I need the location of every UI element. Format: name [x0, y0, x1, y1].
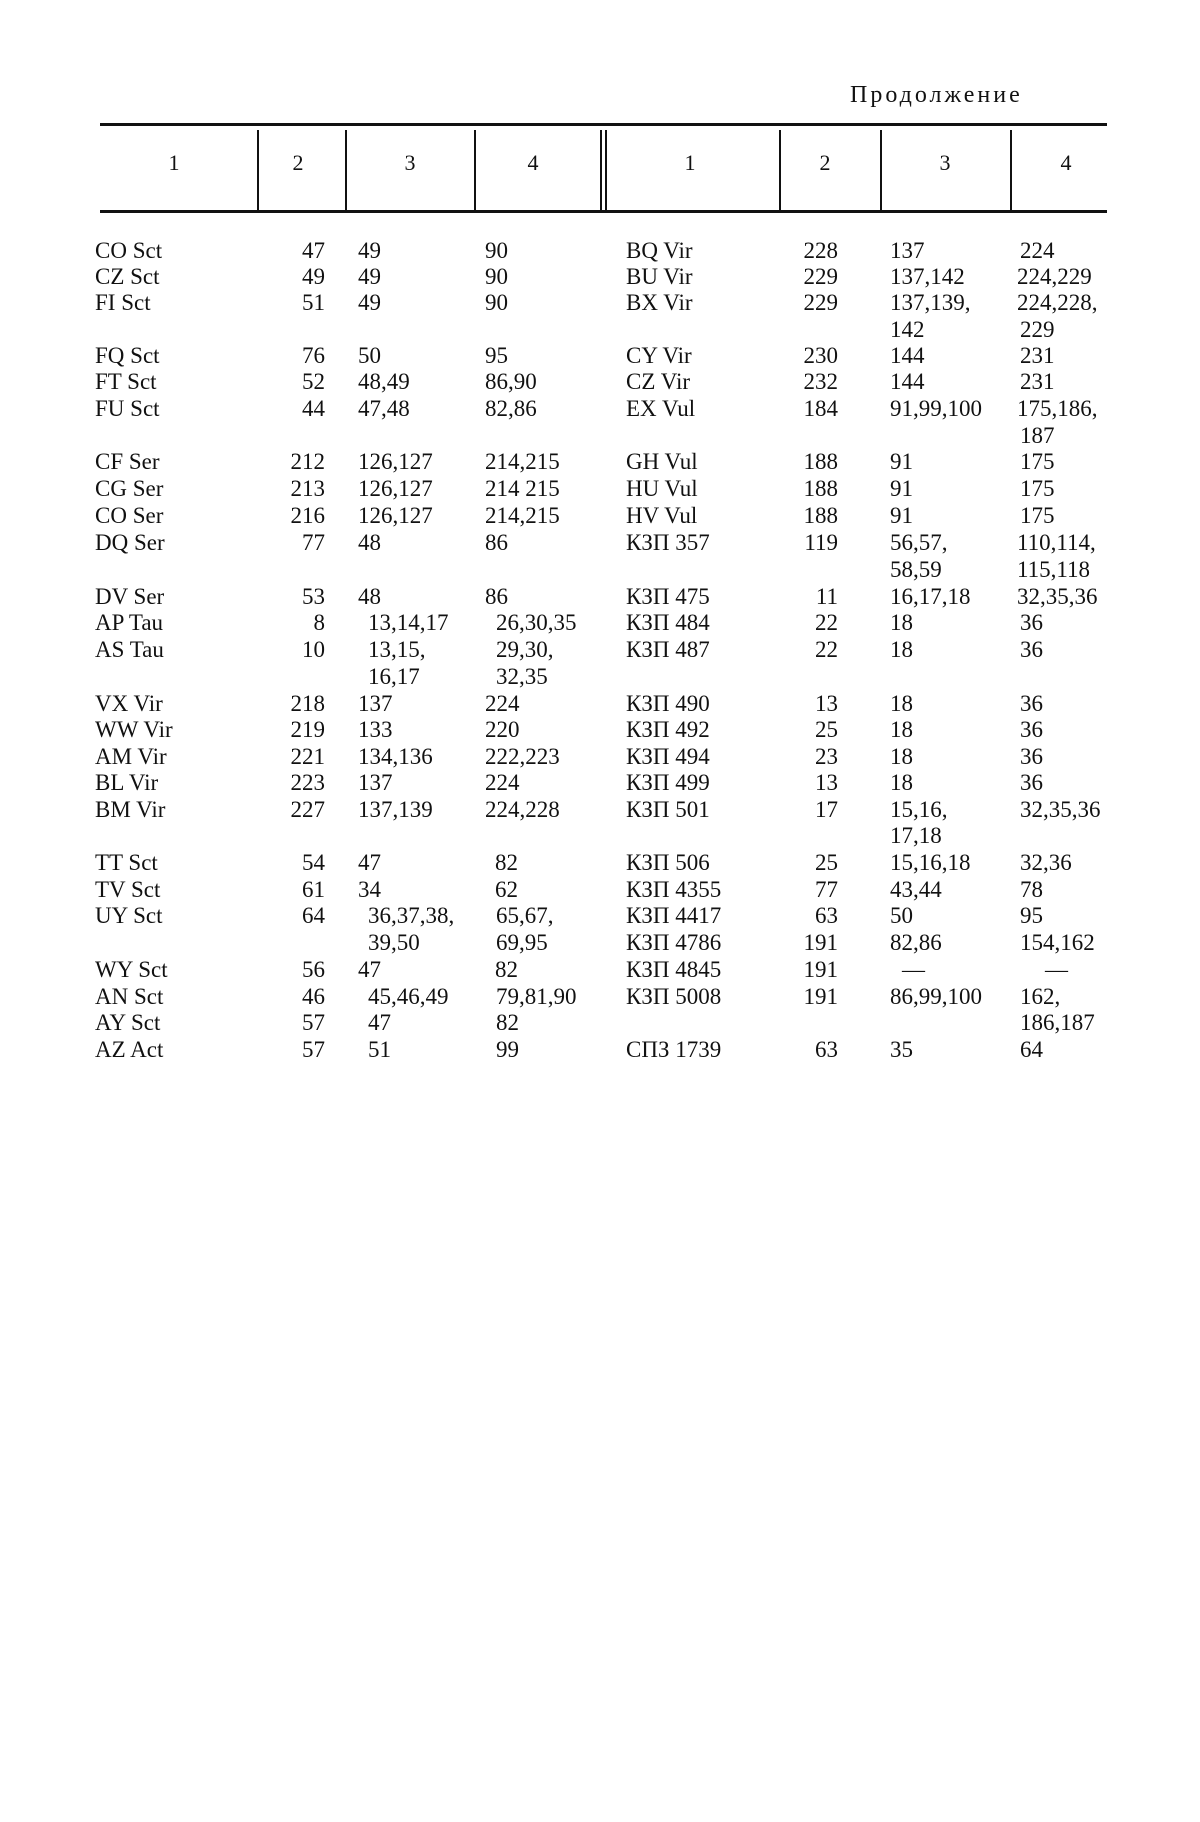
col-4-value: 175	[1020, 503, 1055, 528]
col-4-value: 32,35,36	[1020, 797, 1101, 822]
column-divider-double	[605, 130, 607, 210]
col-3-value: 47	[358, 850, 381, 875]
col-3-value: 18	[890, 744, 913, 769]
star-name: CY Vir	[626, 343, 692, 368]
col-3-value: 91	[890, 503, 913, 528]
col-4-value: 90	[485, 264, 508, 289]
col-2-value: 184	[803, 396, 838, 421]
col-4-value: 224,228	[485, 797, 560, 822]
col-2-value: 57	[302, 1037, 325, 1062]
col-4-value: —	[1045, 957, 1068, 982]
col-2-value: 230	[803, 343, 838, 368]
column-divider	[880, 130, 882, 210]
star-name: КЗП 506	[626, 850, 710, 875]
col-3-value: 17,18	[890, 823, 942, 848]
star-name: КЗП 501	[626, 797, 710, 822]
col-4-value: 36	[1020, 610, 1043, 635]
col-3-value: 50	[890, 903, 913, 928]
col-3-value: 133	[358, 717, 393, 742]
col-3-value: 137,139	[358, 797, 433, 822]
col-4-value: 82	[495, 850, 518, 875]
col-3-value: 18	[890, 770, 913, 795]
col-3-value: 49	[358, 264, 381, 289]
col-4-value: 36	[1020, 691, 1043, 716]
col-2-value: 227	[290, 797, 325, 822]
star-name: CG Ser	[95, 476, 164, 501]
column-divider	[779, 130, 781, 210]
star-name: CZ Sct	[95, 264, 160, 289]
header-col-1-left: 1	[168, 150, 180, 175]
col-4-value: 224	[485, 770, 520, 795]
col-2-value: 191	[803, 930, 838, 955]
col-2-value: 13	[815, 770, 838, 795]
col-4-value: 32,35,36	[1017, 584, 1098, 609]
col-3-value: 91,99,100	[890, 396, 982, 421]
col-4-value: 26,30,35	[496, 610, 577, 635]
col-2-value: 63	[815, 903, 838, 928]
column-divider	[474, 130, 476, 210]
star-name: TV Sct	[95, 877, 161, 902]
col-4-value: 229	[1020, 317, 1055, 342]
star-name: AZ Act	[95, 1037, 164, 1062]
col-4-value: 29,30,	[496, 637, 554, 662]
star-name: КЗП 499	[626, 770, 710, 795]
column-divider-double	[600, 130, 602, 210]
star-name: AS Tau	[95, 637, 164, 662]
col-3-value: 82,86	[890, 930, 942, 955]
col-4-value: 214,215	[485, 503, 560, 528]
col-3-value: 51	[368, 1037, 391, 1062]
star-name: КЗП 487	[626, 637, 710, 662]
col-4-value: 224,228,	[1017, 290, 1098, 315]
col-2-value: 76	[302, 343, 325, 368]
col-3-value: 18	[890, 691, 913, 716]
star-name: AN Sct	[95, 984, 164, 1009]
col-2-value: 23	[815, 744, 838, 769]
header-col-3-left: 3	[404, 150, 416, 175]
col-2-value: 25	[815, 850, 838, 875]
col-3-value: 16,17	[368, 664, 420, 689]
col-3-value: 13,15,	[368, 637, 426, 662]
col-2-value: 213	[290, 476, 325, 501]
star-name: CZ Vir	[626, 369, 691, 394]
col-4-value: 82	[495, 957, 518, 982]
col-2-value: 228	[803, 238, 838, 263]
header-col-4-left: 4	[527, 150, 539, 175]
star-name: WY Sct	[95, 957, 168, 982]
header-col-1-right: 1	[684, 150, 696, 175]
col-3-value: 47	[368, 1010, 391, 1035]
col-2-value: 63	[815, 1037, 838, 1062]
col-3-value: 34	[358, 877, 381, 902]
col-3-value: 91	[890, 449, 913, 474]
col-4-value: 62	[495, 877, 518, 902]
col-4-value: 110,114,	[1017, 530, 1096, 555]
col-3-value: 142	[890, 317, 925, 342]
col-3-value: 43,44	[890, 877, 942, 902]
col-2-value: 11	[815, 584, 838, 609]
col-2-value: 229	[803, 264, 838, 289]
star-name: DV Ser	[95, 584, 165, 609]
col-2-value: 56	[302, 957, 325, 982]
col-4-value: 79,81,90	[496, 984, 577, 1009]
col-3-value: 137,142	[890, 264, 965, 289]
col-4-value: 231	[1020, 343, 1055, 368]
col-4-value: 231	[1020, 369, 1055, 394]
col-4-value: 95	[1020, 903, 1043, 928]
col-2-value: 232	[803, 369, 838, 394]
col-2-value: 53	[302, 584, 325, 609]
header-col-2-left: 2	[292, 150, 304, 175]
col-4-value: 224,229	[1017, 264, 1092, 289]
star-name: BM Vir	[95, 797, 166, 822]
col-3-value: 137	[890, 238, 925, 263]
col-3-value: 47,48	[358, 396, 410, 421]
col-4-value: 86	[485, 530, 508, 555]
col-2-value: 216	[290, 503, 325, 528]
col-2-value: 54	[302, 850, 325, 875]
header-col-3-right: 3	[939, 150, 951, 175]
col-3-value: 48,49	[358, 369, 410, 394]
star-name: КЗП 475	[626, 584, 710, 609]
col-2-value: 77	[302, 530, 325, 555]
col-2-value: 51	[302, 290, 325, 315]
col-2-value: 221	[290, 744, 325, 769]
col-3-value: —	[902, 957, 925, 982]
col-3-value: 39,50	[368, 930, 420, 955]
col-2-value: 57	[302, 1010, 325, 1035]
col-3-value: 47	[358, 957, 381, 982]
star-name: CO Ser	[95, 503, 164, 528]
col-2-value: 191	[803, 957, 838, 982]
col-4-value: 214,215	[485, 449, 560, 474]
star-name: WW Vir	[95, 717, 173, 742]
col-4-value: 86,90	[485, 369, 537, 394]
col-3-value: 91	[890, 476, 913, 501]
column-divider	[257, 130, 259, 210]
star-name: КЗП 490	[626, 691, 710, 716]
star-name: BQ Vir	[626, 238, 693, 263]
star-name: КЗП 357	[626, 530, 710, 555]
col-3-value: 45,46,49	[368, 984, 449, 1009]
star-name: FQ Sct	[95, 343, 160, 368]
star-name: UY Sct	[95, 903, 163, 928]
col-3-value: 126,127	[358, 476, 433, 501]
col-2-value: 229	[803, 290, 838, 315]
col-2-value: 22	[815, 610, 838, 635]
col-4-value: 95	[485, 343, 508, 368]
col-3-value: 48	[358, 530, 381, 555]
col-4-value: 224	[1020, 238, 1055, 263]
col-3-value: 137,139,	[890, 290, 971, 315]
col-3-value: 49	[358, 238, 381, 263]
col-4-value: 78	[1020, 877, 1043, 902]
star-name: AM Vir	[95, 744, 167, 769]
col-3-value: 15,16,18	[890, 850, 971, 875]
star-name: CF Ser	[95, 449, 160, 474]
col-4-value: 36	[1020, 744, 1043, 769]
col-2-value: 17	[815, 797, 838, 822]
col-4-value: 82	[496, 1010, 519, 1035]
col-4-value: 69,95	[496, 930, 548, 955]
col-3-value: 137	[358, 691, 393, 716]
header-col-2-right: 2	[819, 150, 831, 175]
star-name: GH Vul	[626, 449, 698, 474]
column-divider	[345, 130, 347, 210]
col-4-value: 82,86	[485, 396, 537, 421]
col-2-value: 64	[302, 903, 325, 928]
col-2-value: 191	[803, 984, 838, 1009]
col-4-value: 220	[485, 717, 520, 742]
col-2-value: 52	[302, 369, 325, 394]
col-2-value: 44	[302, 396, 325, 421]
col-3-value: 58,59	[890, 557, 942, 582]
col-4-value: 36	[1020, 717, 1043, 742]
table-top-rule	[100, 123, 1107, 126]
col-2-value: 61	[302, 877, 325, 902]
col-2-value: 47	[302, 238, 325, 263]
col-4-value: 175,186,	[1017, 396, 1098, 421]
col-2-value: 119	[804, 530, 838, 555]
col-3-value: 86,99,100	[890, 984, 982, 1009]
col-2-value: 218	[290, 691, 325, 716]
col-3-value: 18	[890, 717, 913, 742]
col-3-value: 126,127	[358, 449, 433, 474]
col-3-value: 49	[358, 290, 381, 315]
star-name: AP Tau	[95, 610, 164, 635]
col-4-value: 32,36	[1020, 850, 1072, 875]
col-2-value: 22	[815, 637, 838, 662]
col-2-value: 8	[313, 610, 325, 635]
star-name: BX Vir	[626, 290, 693, 315]
star-name: FU Sct	[95, 396, 160, 421]
star-name: BU Vir	[626, 264, 693, 289]
col-2-value: 219	[290, 717, 325, 742]
star-name: КЗП 4417	[626, 903, 722, 928]
col-2-value: 188	[803, 476, 838, 501]
col-3-value: 48	[358, 584, 381, 609]
col-4-value: 65,67,	[496, 903, 554, 928]
star-name: HV Vul	[626, 503, 698, 528]
star-name: BL Vir	[95, 770, 159, 795]
col-4-value: 115,118	[1017, 557, 1091, 582]
star-name: КЗП 4786	[626, 930, 722, 955]
col-2-value: 212	[290, 449, 325, 474]
col-4-value: 86	[485, 584, 508, 609]
star-name: КЗП 5008	[626, 984, 722, 1009]
star-name: СПЗ 1739	[626, 1037, 722, 1062]
col-4-value: 186,187	[1020, 1010, 1095, 1035]
col-2-value: 13	[815, 691, 838, 716]
col-3-value: 126,127	[358, 503, 433, 528]
col-3-value: 137	[358, 770, 393, 795]
col-4-value: 224	[485, 691, 520, 716]
col-2-value: 10	[302, 637, 325, 662]
header-bottom-rule	[100, 210, 1107, 213]
star-name: КЗП 484	[626, 610, 710, 635]
star-name: КЗП 492	[626, 717, 710, 742]
col-3-value: 144	[890, 343, 925, 368]
col-4-value: 222,223	[485, 744, 560, 769]
col-3-value: 35	[890, 1037, 913, 1062]
col-3-value: 13,14,17	[368, 610, 449, 635]
col-2-value: 25	[815, 717, 838, 742]
col-4-value: 175	[1020, 476, 1055, 501]
col-2-value: 46	[302, 984, 325, 1009]
col-3-value: 15,16,	[890, 797, 948, 822]
star-name: DQ Ser	[95, 530, 165, 555]
col-3-value: 18	[890, 610, 913, 635]
star-name: КЗП 494	[626, 744, 710, 769]
col-4-value: 214 215	[485, 476, 560, 501]
col-4-value: 99	[496, 1037, 519, 1062]
star-name: EX Vul	[626, 396, 696, 421]
star-name: TT Sct	[95, 850, 158, 875]
col-3-value: 56,57,	[890, 530, 948, 555]
col-3-value: 16,17,18	[890, 584, 971, 609]
star-name: FI Sct	[95, 290, 151, 315]
col-4-value: 36	[1020, 770, 1043, 795]
column-divider	[1010, 130, 1012, 210]
col-4-value: 175	[1020, 449, 1055, 474]
col-4-value: 32,35	[496, 664, 548, 689]
star-name: CO Sct	[95, 238, 163, 263]
col-3-value: 134,136	[358, 744, 433, 769]
continuation-caption: Продолжение	[850, 82, 1023, 108]
col-4-value: 154,162	[1020, 930, 1095, 955]
col-4-value: 162,	[1020, 984, 1061, 1009]
col-4-value: 90	[485, 290, 508, 315]
header-col-4-right: 4	[1060, 150, 1072, 175]
col-2-value: 77	[815, 877, 838, 902]
col-2-value: 223	[290, 770, 325, 795]
col-2-value: 49	[302, 264, 325, 289]
col-4-value: 36	[1020, 637, 1043, 662]
col-4-value: 90	[485, 238, 508, 263]
star-name: КЗП 4355	[626, 877, 722, 902]
star-name: VX Vir	[95, 691, 163, 716]
col-4-value: 64	[1020, 1037, 1043, 1062]
col-4-value: 187	[1020, 423, 1055, 448]
col-3-value: 36,37,38,	[368, 903, 455, 928]
star-name: КЗП 4845	[626, 957, 722, 982]
col-2-value: 188	[803, 503, 838, 528]
col-3-value: 50	[358, 343, 381, 368]
col-3-value: 18	[890, 637, 913, 662]
star-name: AY Sct	[95, 1010, 161, 1035]
col-3-value: 144	[890, 369, 925, 394]
star-name: HU Vul	[626, 476, 698, 501]
star-name: FT Sct	[95, 369, 157, 394]
col-2-value: 188	[803, 449, 838, 474]
